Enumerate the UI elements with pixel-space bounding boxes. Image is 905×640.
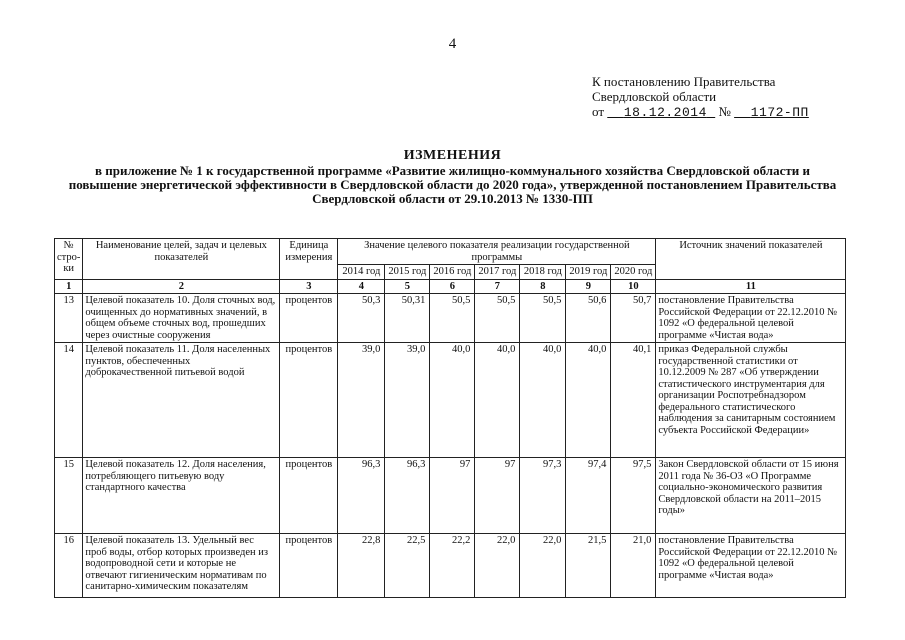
year-cell: 2015 год [385,265,430,280]
column-number: 7 [475,279,520,294]
value-cell: 97,5 [611,458,656,534]
indicator-name: Целевой показатель 11. Доля населенных пунктов, обеспеченных доброкачественной питьевой водой [83,343,280,458]
value-cell: 96,3 [385,458,430,534]
header-row [55,239,846,265]
value-cell: 50,7 [611,294,656,343]
title-heading: ИЗМЕНЕНИЯ [403,148,502,163]
approval-number: 1172-ПП [750,105,809,120]
value-cell: 50,5 [520,294,566,343]
row-number: 13 [55,294,83,343]
value-cell: 40,0 [475,343,520,458]
value-cell: 22,5 [385,534,430,598]
value-cell: 40,1 [611,343,656,458]
column-number: 9 [566,279,611,294]
year-cell: 2016 год [430,265,475,280]
value-cell: 50,5 [430,294,475,343]
table-row [55,343,846,458]
indicators-table [54,238,846,598]
column-number: 1 [55,279,83,294]
value-cell: 39,0 [385,343,430,458]
value-cell: 22,0 [520,534,566,598]
value-cell: 50,3 [338,294,385,343]
value-cell: 40,0 [520,343,566,458]
approval-from-label: от [592,104,605,119]
source-cell: постановление Правительства Российской Федерации от 22.12.2010 № 1092 «О федеральной целевой программе «Чистая вода» [656,534,846,598]
header-values: Значение целевого показателя реализации государственной программы [338,239,656,265]
value-cell: 97 [475,458,520,534]
header-unit: Единица измерения [280,239,338,280]
row-number: 15 [55,458,83,534]
column-number-row [55,279,846,294]
value-cell: 96,3 [338,458,385,534]
value-cell: 50,6 [566,294,611,343]
value-cell: 50,5 [475,294,520,343]
value-cell: 22,0 [475,534,520,598]
value-cell: 39,0 [338,343,385,458]
indicator-name: Целевой показатель 10. Доля сточных вод, очищенных до нормативных значений, в общем объеме сточных вод, прошедших через очистные сооружения [83,294,280,343]
indicator-name: Целевой показатель 13. Удельный вес проб воды, отбор которых произведен из водопроводной сети и которые не отвечают гигиеническим нормативам по санитарно-химическим показателям [83,534,280,598]
page-number: 4 [448,36,457,52]
table-row [55,534,846,598]
approval-block [592,74,809,120]
column-number: 4 [338,279,385,294]
value-cell: 22,2 [430,534,475,598]
column-number: 8 [520,279,566,294]
value-cell: 40,0 [566,343,611,458]
year-cell: 2020 год [611,265,656,280]
approval-date-line [592,104,809,120]
source-cell: приказ Федеральной службы государственной статистики от 10.12.2009 № 287 «Об утверждении статистического инструментария для организации Роспотребнадзором федерального статистического наблюдения за санитарным состоянием субъекта Российской Федерации» [656,343,846,458]
value-cell: 97,3 [520,458,566,534]
year-cell: 2014 год [338,265,385,280]
row-number: 14 [55,343,83,458]
header-row-no: № стро-ки [55,239,83,280]
column-number: 2 [83,279,280,294]
column-number: 10 [611,279,656,294]
indicator-unit: процентов [280,294,338,343]
value-cell: 97,4 [566,458,611,534]
document-title [60,149,845,206]
title-line-1: в приложение № 1 к государственной программе «Развитие жилищно-коммунального хозяйства Свердловской области и [95,163,810,178]
column-number: 6 [430,279,475,294]
indicator-unit: процентов [280,458,338,534]
column-number: 11 [656,279,846,294]
value-cell: 97 [430,458,475,534]
indicator-unit: процентов [280,534,338,598]
value-cell: 50,31 [385,294,430,343]
column-number: 5 [385,279,430,294]
approval-line-2: Свердловской области [592,89,717,104]
indicator-name: Целевой показатель 12. Доля населения, потребляющего питьевую воду стандартного качества [83,458,280,534]
header-source: Источник значений показателей [656,239,846,280]
value-cell: 21,5 [566,534,611,598]
row-number: 16 [55,534,83,598]
title-line-3: Свердловской области от 29.10.2013 № 1330-ПП [312,191,593,206]
value-cell: 21,0 [611,534,656,598]
header-name: Наименование целей, задач и целевых показателей [83,239,280,280]
year-cell: 2018 год [520,265,566,280]
approval-date: 18.12.2014 [623,105,707,120]
approval-line-1: К постановлению Правительства [592,74,776,89]
value-cell: 22,8 [338,534,385,598]
approval-number-label: № [718,104,731,119]
column-number: 3 [280,279,338,294]
indicator-unit: процентов [280,343,338,458]
table-row [55,294,846,343]
source-cell: Закон Свердловской области от 15 июня 2011 года № 36-ОЗ «О Программе социально-экономического развития Свердловской области на 2011–2015 годы» [656,458,846,534]
year-cell: 2019 год [566,265,611,280]
value-cell: 40,0 [430,343,475,458]
source-cell: постановление Правительства Российской Федерации от 22.12.2010 № 1092 «О федеральной целевой программе «Чистая вода» [656,294,846,343]
title-line-2: повышение энергетической эффективности в Свердловской области до 2020 года», утвержденной постановлением Правительства [68,177,837,192]
table-row [55,458,846,534]
year-cell: 2017 год [475,265,520,280]
